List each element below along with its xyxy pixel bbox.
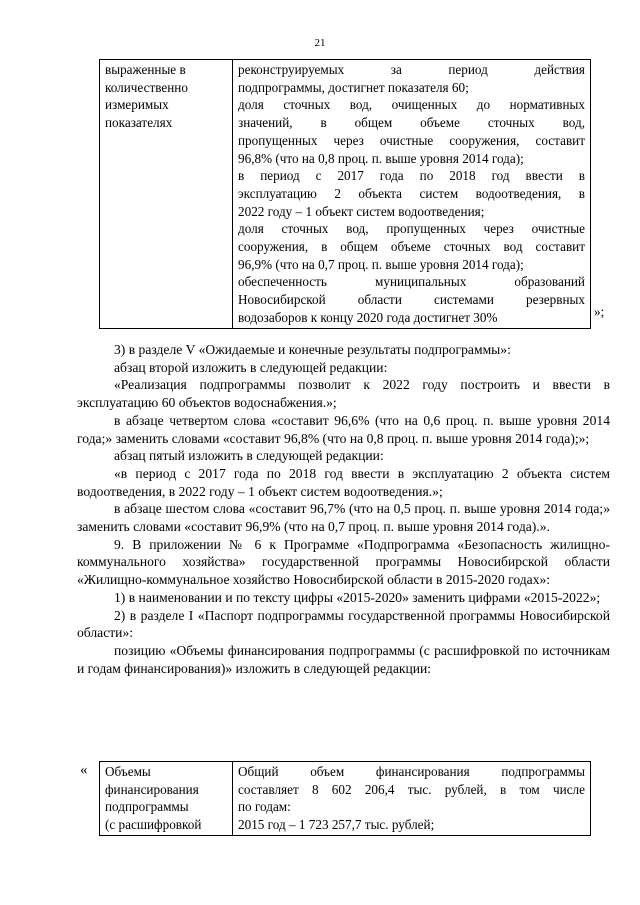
financing-right-cell bbox=[233, 762, 591, 836]
cell-line: значений, в общем объеме сточных вод, bbox=[238, 115, 585, 131]
page-number: 21 bbox=[314, 37, 326, 49]
financing-left-cell bbox=[100, 762, 233, 836]
cell-line: Общий объем финансирования подпрограммы bbox=[238, 764, 585, 779]
left-line: количественно bbox=[105, 79, 188, 95]
cell-line: 96,8% (что на 0,8 проц. п. выше уровня 2014 года); bbox=[238, 150, 524, 166]
cell-line: подпрограммы, достигнет показателя 60; bbox=[238, 79, 469, 95]
left-line: измеримых bbox=[105, 97, 169, 113]
cell-line: по годам: bbox=[238, 799, 291, 815]
closing-quote: »; bbox=[594, 304, 605, 319]
left-line: подпрограммы bbox=[105, 799, 189, 815]
indicators-left-cell bbox=[100, 60, 233, 329]
cell-line: реконструируемых за период действия bbox=[238, 62, 585, 77]
cell-line: обеспеченность муниципальных образований bbox=[238, 274, 585, 290]
paragraph: в абзаце шестом слова «составит 96,7% (что на 0,5 проц. п. выше уровня 2014 года;» заменить словами «составит 96,9% (что на 0,7 проц. п. выше уровня 2014 года).». bbox=[77, 501, 610, 535]
amendment-text bbox=[77, 341, 610, 677]
paragraph: абзац второй изложить в следующей редакции: bbox=[114, 359, 388, 375]
paragraph: 2) в разделе I «Паспорт подпрограммы государственной программы Новосибирской области»: bbox=[77, 607, 610, 641]
left-line: Объемы bbox=[105, 764, 151, 779]
cell-line: эксплуатацию 2 объекта систем водоотведения, в bbox=[238, 185, 585, 201]
left-line: выраженные в bbox=[105, 62, 186, 77]
cell-line: сооружения, в общем объеме сточных вод составит bbox=[238, 239, 585, 255]
cell-line: пропущенных через очистные сооружения, составит bbox=[238, 132, 585, 148]
cell-line: 2022 году – 1 объект систем водоотведения; bbox=[238, 203, 485, 219]
left-line: финансирования bbox=[105, 781, 199, 797]
paragraph: в абзаце четвертом слова «составит 96,6% (что на 0,6 проц. п. выше уровня 2014 года;» заменить словами «составит 96,8% (что на 0,8 проц. п. выше уровня 2014 года);»; bbox=[77, 412, 610, 446]
paragraph: абзац пятый изложить в следующей редакции: bbox=[114, 448, 384, 464]
paragraph: 9. В приложении № 6 к Программе «Подпрограмма «Безопасность жилищно-коммунального хозяйства» государственной программы Новосибирской области «Жилищно-коммунальное хозяйство Новосибирской области в 2015-2020 годах»: bbox=[77, 536, 610, 588]
cell-line: составляет 8 602 206,4 тыс. рублей, в том числе bbox=[238, 781, 585, 797]
cell-line: 96,9% (что на 0,7 проц. п. выше уровня 2014 года); bbox=[238, 256, 524, 272]
cell-line: Новосибирской области системами резервных bbox=[238, 292, 585, 308]
paragraph: «в период с 2017 года по 2018 год ввести в эксплуатацию 2 объекта систем водоотведения, в 2022 году – 1 объект систем водоотведения.»; bbox=[77, 465, 610, 499]
paragraph: позицию «Объемы финансирования подпрограммы (с расшифровкой по источникам и годам финансирования)» изложить в следующей редакции: bbox=[77, 642, 610, 676]
financing-table bbox=[99, 761, 591, 836]
indicators-table bbox=[99, 59, 591, 329]
cell-line: водозаборов к концу 2020 года достигнет 30% bbox=[238, 309, 498, 325]
paragraph: 1) в наименовании и по тексту цифры «2015-2020» заменить цифрами «2015-2022»; bbox=[114, 589, 601, 605]
left-line: показателях bbox=[105, 115, 173, 131]
cell-line: доля сточных вод, пропущенных через очистные bbox=[238, 221, 585, 237]
indicators-right-cell bbox=[233, 60, 591, 329]
cell-line: доля сточных вод, очищенных до нормативных bbox=[238, 97, 585, 113]
paragraph: «Реализация подпрограммы позволит к 2022 году построить и ввести в эксплуатацию 60 объектов водоснабжения.»; bbox=[77, 377, 610, 411]
cell-line: 2015 год – 1 723 257,7 тыс. рублей; bbox=[238, 817, 435, 833]
cell-line: в период с 2017 года по 2018 год ввести в bbox=[238, 168, 585, 184]
left-line: (с расшифровкой bbox=[105, 817, 202, 833]
paragraph: 3) в разделе V «Ожидаемые и конечные результаты подпрограммы»: bbox=[114, 342, 511, 357]
opening-quote: « bbox=[80, 762, 88, 778]
